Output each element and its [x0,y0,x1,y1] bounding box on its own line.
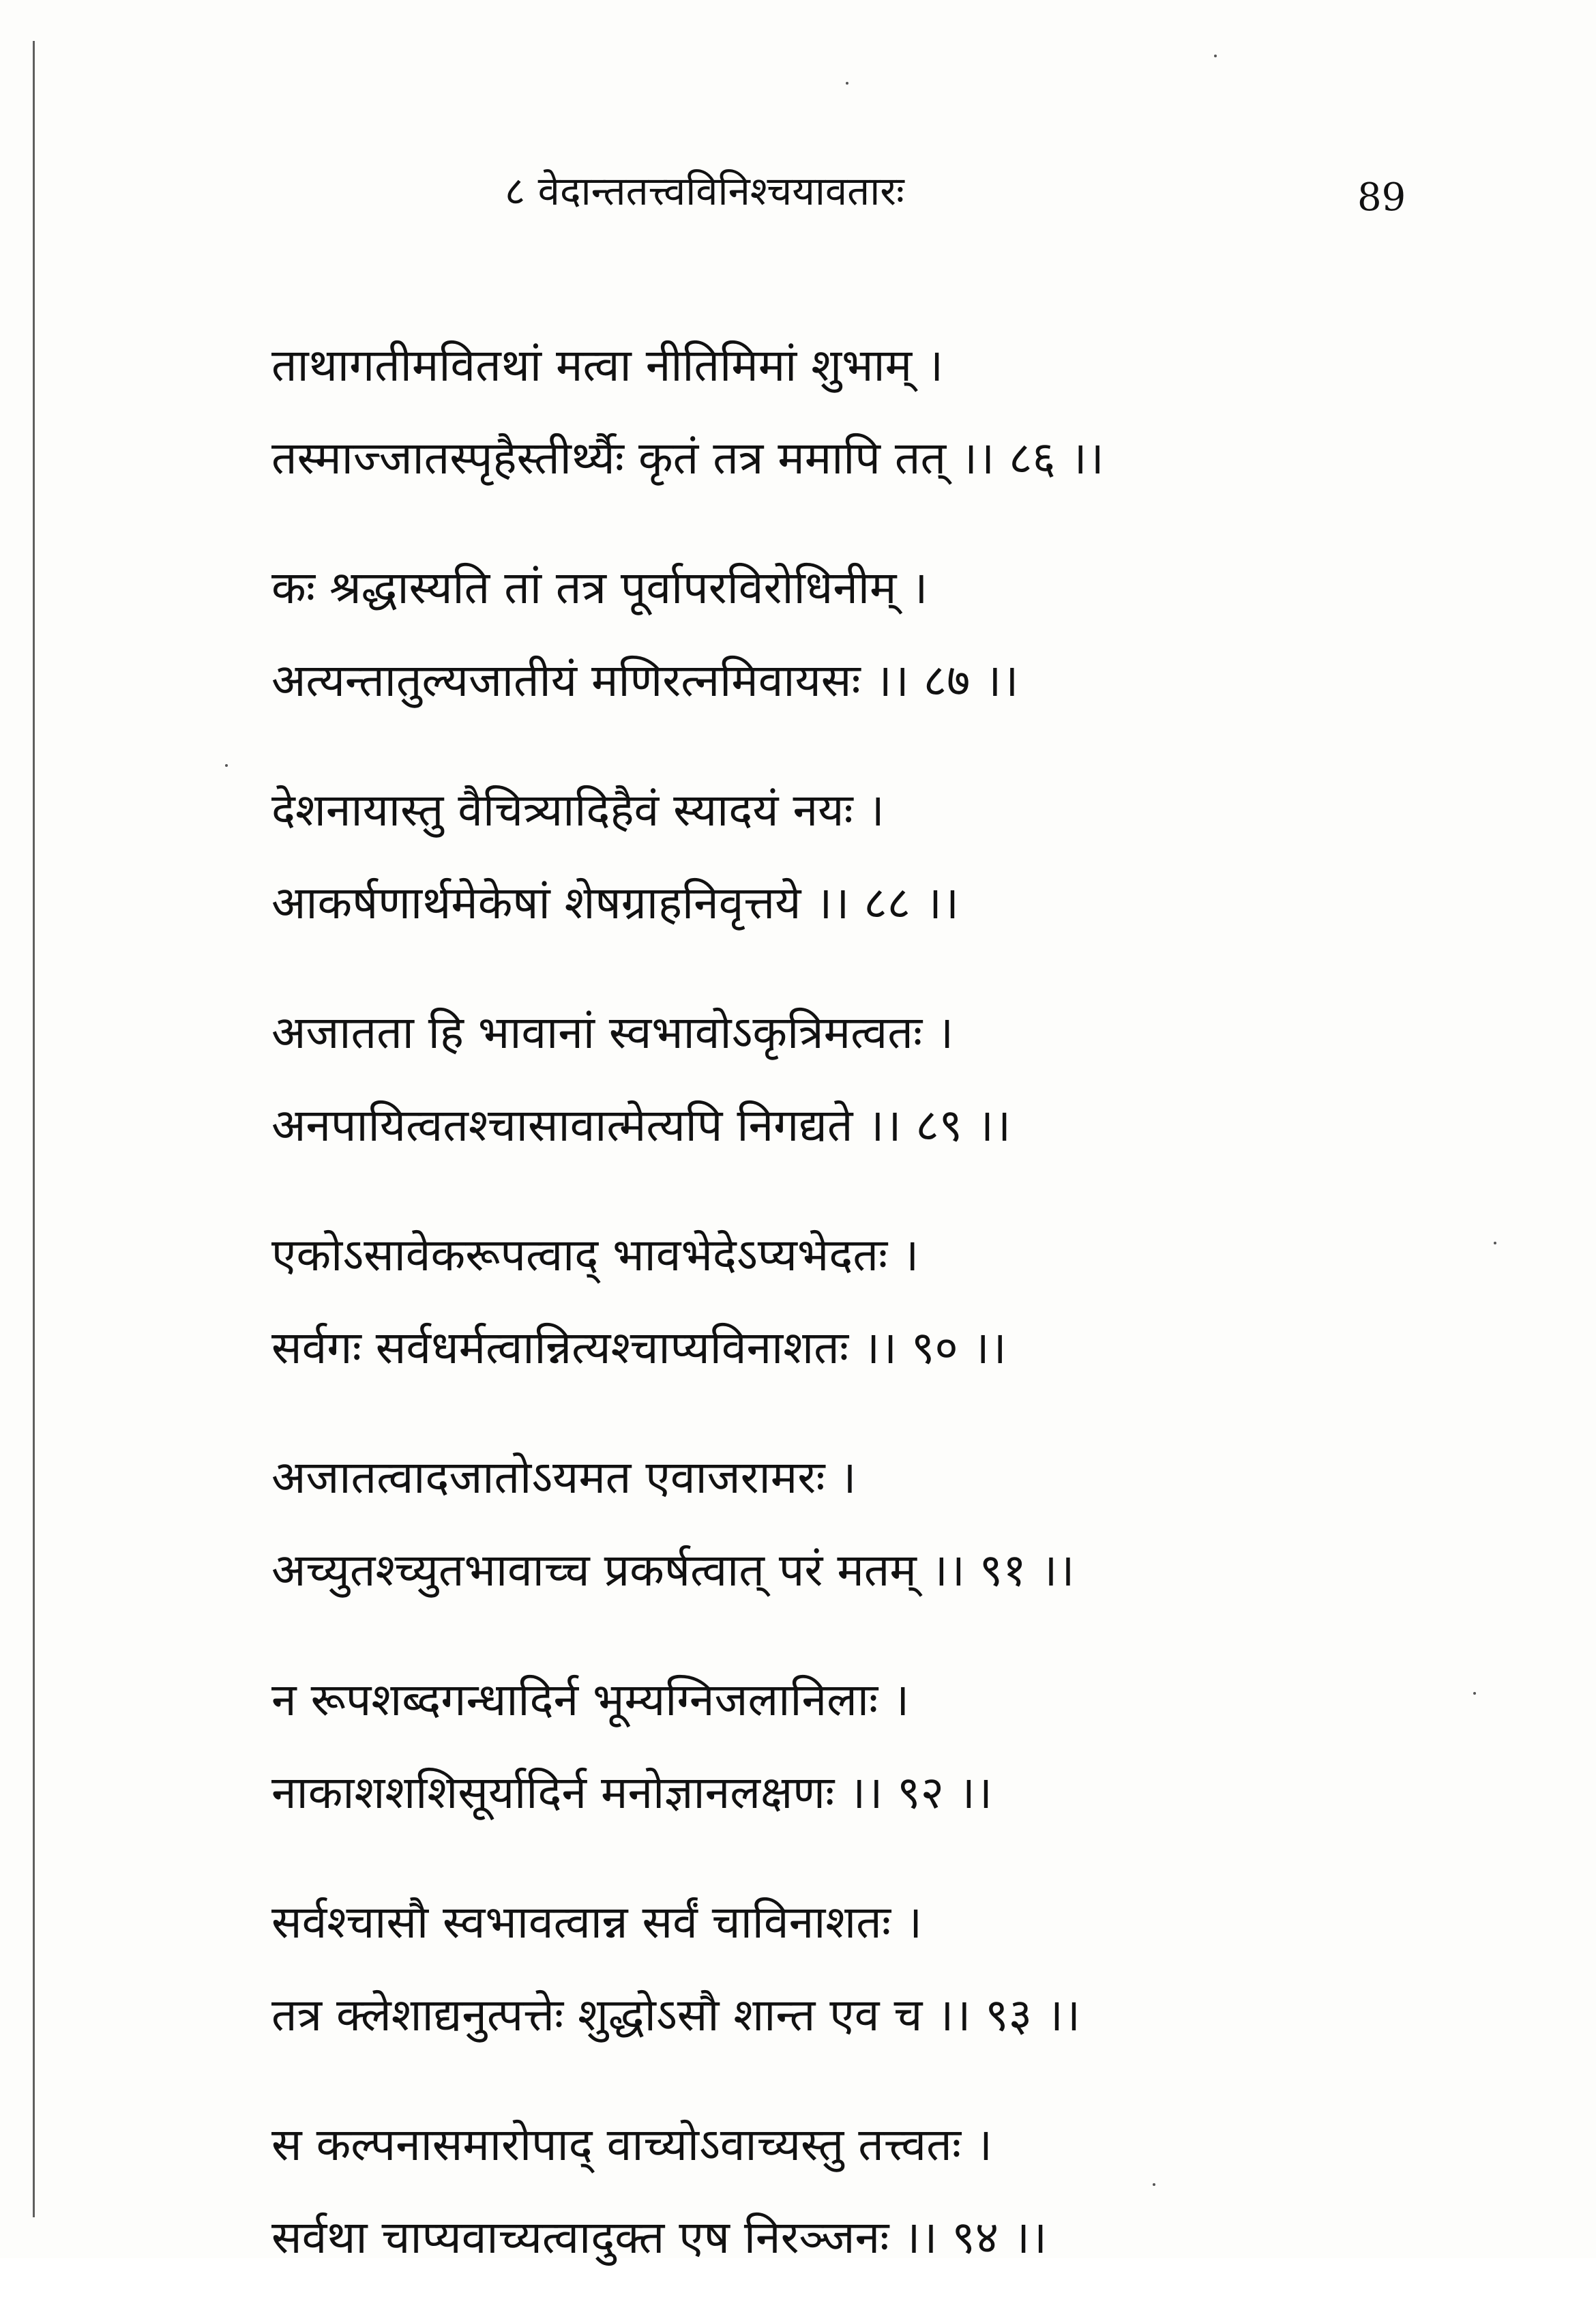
verse-line: देशनायास्तु वैचित्र्यादिहैवं स्यादयं नयः । [271,784,885,836]
scan-speck [225,764,228,767]
verse-line: तत्र क्लेशाद्यनुत्पत्तेः शुद्धोऽसौ शान्त एव च ।। ९३ ।। [271,1989,1081,2041]
verse-92 [271,1654,1335,1839]
verse-line: न रूपशब्दगन्धादिर्न भूम्यग्निजलानिलाः । [271,1674,910,1726]
verse-line: नाकाशशशिसूर्यादिर्न मनोज्ञानलक्षणः ।। ९२ ।। [271,1766,992,1819]
verse-line: अत्यन्तातुल्यजातीयं मणिरत्नमिवायसः ।। ८७ ।। [271,654,1019,707]
verse-line: तस्माज्जातस्पृहैस्तीर्थ्यैः कृतं तत्र ममापि तत् ।। ८६ ।। [271,432,1104,484]
scan-speck [1473,1692,1476,1695]
verse-90 [271,1209,1335,1395]
verse-94 [271,2099,1335,2284]
verse-89 [271,987,1335,1172]
page-edge-rule [33,41,35,2217]
verse-line: सर्वथा चाप्यवाच्यत्वादुक्त एष निरञ्जनः ।। ९४ ।। [271,2211,1048,2264]
scan-speck [1494,1242,1496,1244]
scan-speck [1153,2183,1155,2186]
verse-line: अनपायित्वतश्चासावात्मेत्यपि निगद्यते ।। ८९ ।। [271,1099,1011,1152]
verse-93 [271,1876,1335,2062]
scan-speck [846,82,848,85]
verse-line: सर्वश्चासौ स्वभावत्वान्न सर्वं चाविनाशतः । [271,1896,923,1948]
page-number: 89 [1357,175,1406,220]
scan-speck [1214,55,1217,57]
verse-88 [271,764,1335,950]
verse-87 [271,542,1335,727]
running-title: ८ वेदान्ततत्त्वविनिश्चयावतारः [505,168,904,214]
verse-line: ताथागतीमवितथां मत्वा नीतिमिमां शुभाम् । [271,339,944,392]
verse-91 [271,1431,1335,1617]
verse-line: अच्युतश्च्युतभावाच्च प्रकर्षत्वात् परं मतम् ।। ९१ ।। [271,1544,1075,1596]
verse-line: आकर्षणार्थमेकेषां शेषग्राहनिवृत्तये ।। ८८ ।। [271,877,959,929]
verse-line: अजातता हि भावानां स्वभावोऽकृत्रिमत्वतः । [271,1006,954,1059]
verse-block [271,319,1335,2321]
verse-86 [271,319,1335,505]
verse-line: स कल्पनासमारोपाद् वाच्योऽवाच्यस्तु तत्त्वतः । [271,2118,993,2171]
verse-line: सर्वगः सर्वधर्मत्वान्नित्यश्चाप्यविनाशतः ।। ९० ।। [271,1322,1007,1374]
verse-line: कः श्रद्धास्यति तां तत्र पूर्वापरविरोधिनीम् । [271,561,928,614]
verse-line: अजातत्वादजातोऽयमत एवाजरामरः । [271,1451,857,1504]
verse-line: एकोऽसावेकरूपत्वाद् भावभेदेऽप्यभेदतः । [271,1229,919,1281]
